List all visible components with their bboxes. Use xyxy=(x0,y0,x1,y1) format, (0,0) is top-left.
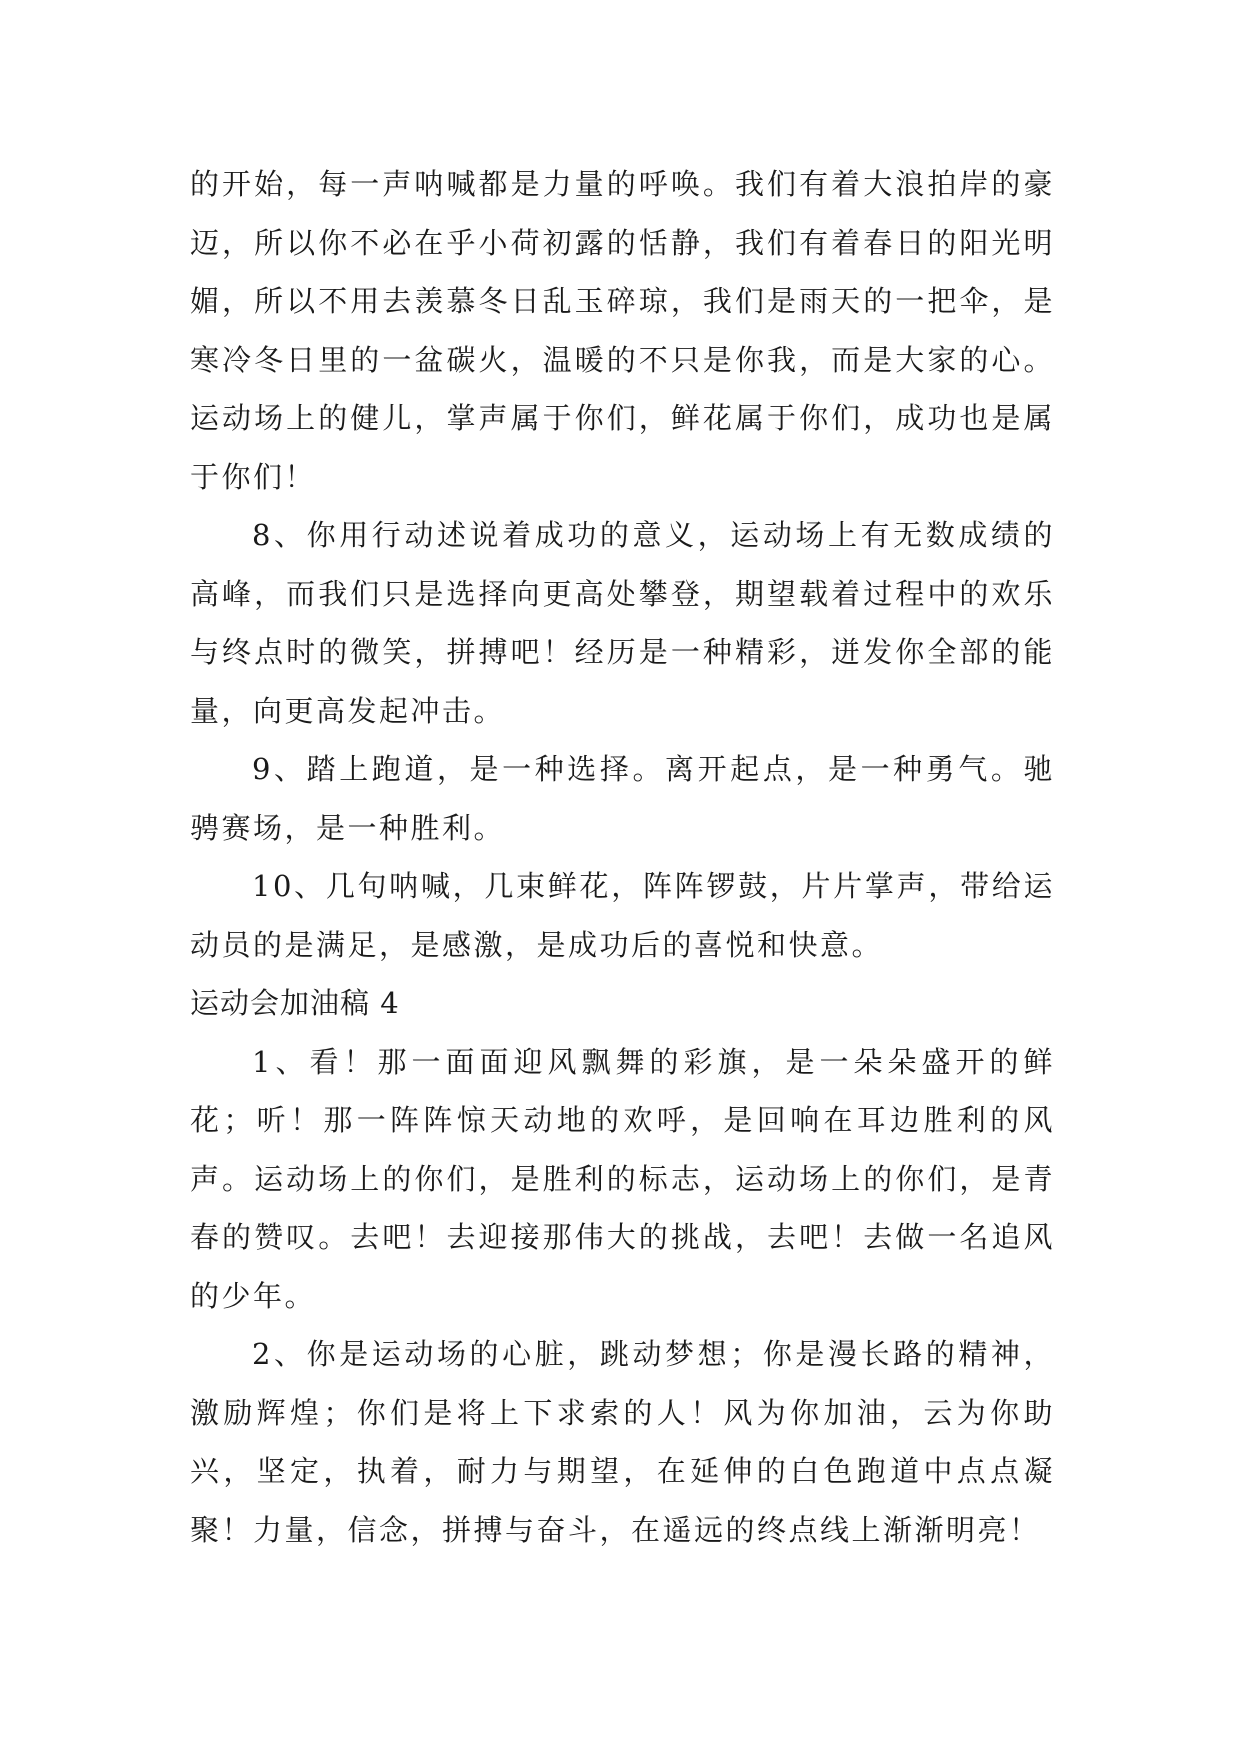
paragraph-continuation: 的开始，每一声呐喊都是力量的呼唤。我们有着大浪拍岸的豪迈，所以你不必在乎小荷初露的恬静，我们有着春日的阳光明媚，所以不用去羡慕冬日乱玉碎琼，我们是雨天的一把伞，是寒冷冬日里的一盆碳火，温暖的不只是你我，而是大家的心。运动场上的健儿，掌声属于你们，鲜花属于你们，成功也是属于你们！ xyxy=(190,167,1055,494)
section-heading: 运动会加油稿 4 xyxy=(190,986,400,1020)
document-body xyxy=(190,155,1055,1559)
paragraph-item-2: 2、你是运动场的心脏，跳动梦想；你是漫长路的精神，激励辉煌；你们是将上下求索的人！风为你加油，云为你助兴，坚定，执着，耐力与期望，在延伸的白色跑道中点点凝聚！力量，信念，拼搏与奋斗，在遥远的终点线上渐渐明亮！ xyxy=(190,1337,1055,1547)
paragraph-item-1: 1、看！那一面面迎风飘舞的彩旗，是一朵朵盛开的鲜花；听！那一阵阵惊天动地的欢呼，是回响在耳边胜利的风声。运动场上的你们，是胜利的标志，运动场上的你们，是青春的赞叹。去吧！去迎接那伟大的挑战，去吧！去做一名追风的少年。 xyxy=(190,1044,1055,1313)
paragraph-item-10: 10、几句呐喊，几束鲜花，阵阵锣鼓，片片掌声，带给运动员的是满足，是感激，是成功后的喜悦和快意。 xyxy=(190,869,1055,962)
paragraph-item-9: 9、踏上跑道，是一种选择。离开起点，是一种勇气。驰骋赛场，是一种胜利。 xyxy=(190,752,1055,845)
paragraph-item-8: 8、你用行动述说着成功的意义，运动场上有无数成绩的高峰，而我们只是选择向更高处攀登，期望载着过程中的欢乐与终点时的微笑，拼搏吧！经历是一种精彩，迸发你全部的能量，向更高发起冲击。 xyxy=(190,518,1055,728)
